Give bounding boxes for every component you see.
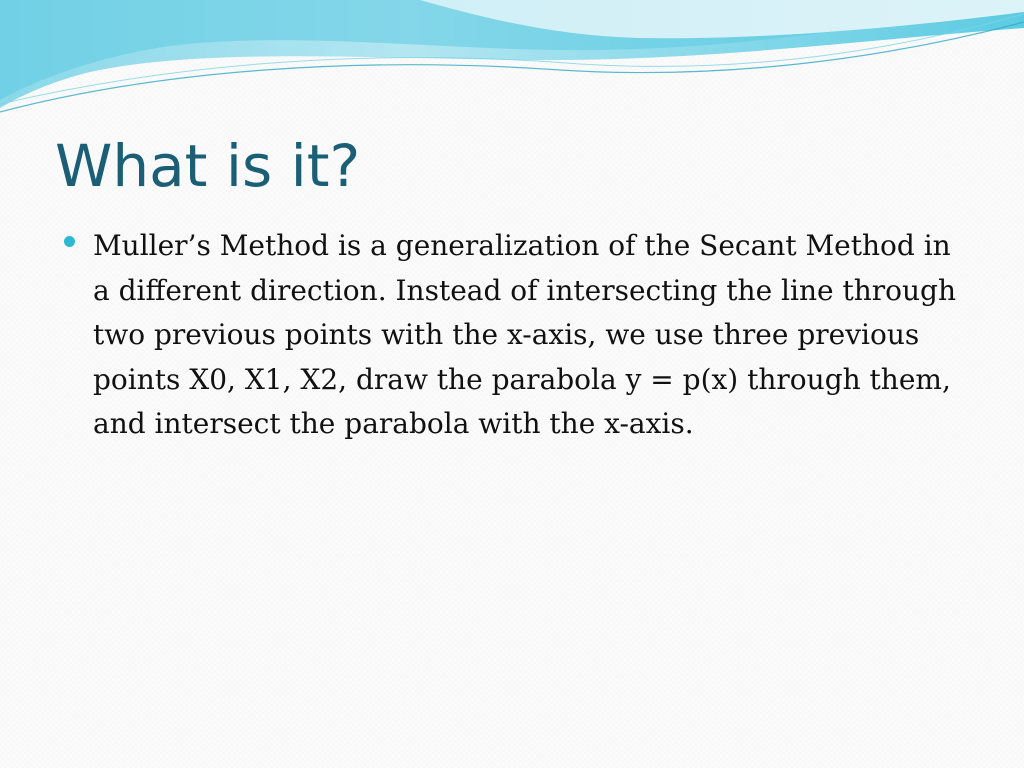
slide-body bbox=[60, 224, 970, 447]
bullet-dot-icon bbox=[64, 236, 75, 247]
header-wave-decoration bbox=[0, 0, 1024, 120]
bullet-item bbox=[60, 224, 970, 447]
slide-title: What is it? bbox=[55, 132, 361, 200]
bullet-text: Muller’s Method is a generalization of the Secant Method in a different direction. Instead of intersecting the line through two previous points with the x-axis, we use three previous points X0, X1, X2, draw the parabola y = p(x) through them, and intersect the parabola with the x-axis. bbox=[93, 229, 956, 441]
